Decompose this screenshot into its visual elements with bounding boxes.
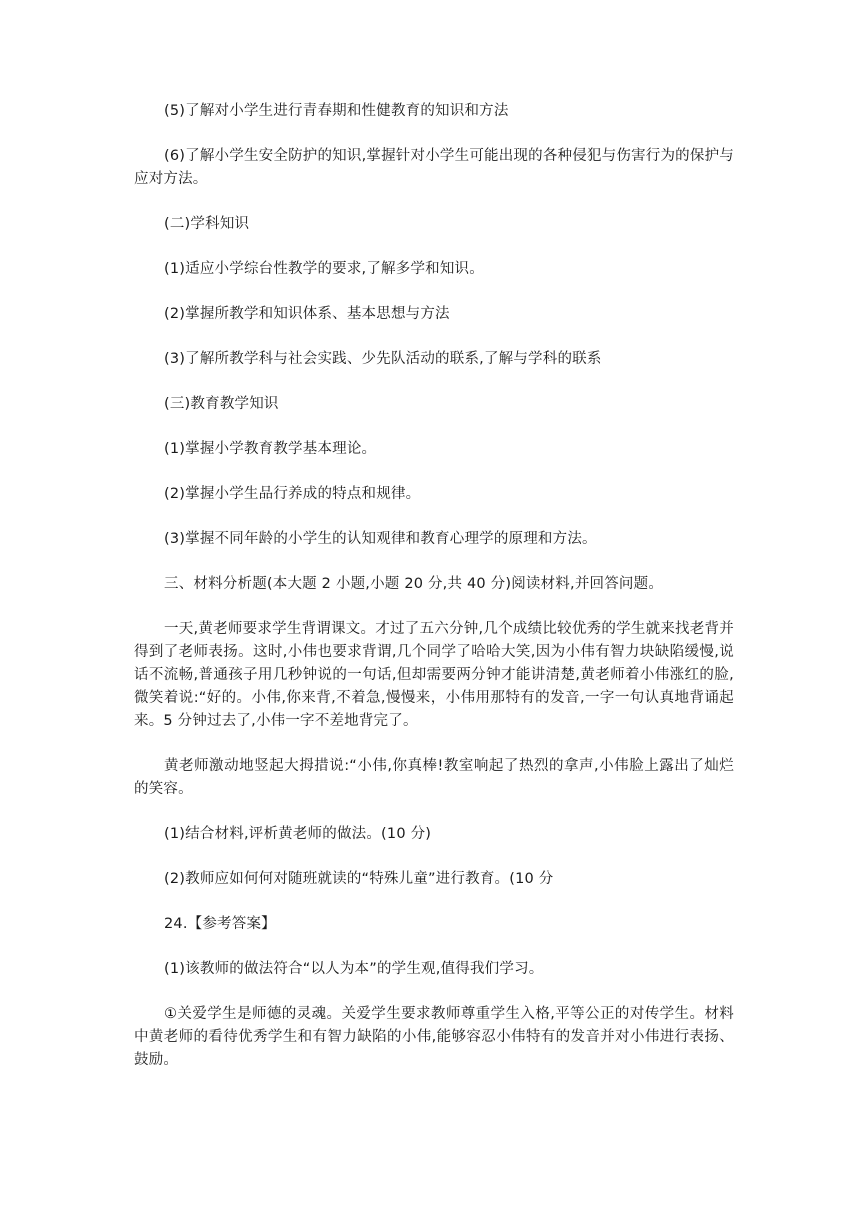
paragraph-teaching-2: (2)掌握小学生品行养成的特点和规律。 [164, 486, 421, 502]
paragraph-subject-2: (2)掌握所教学和知识体系、基本思想与方法 [164, 306, 450, 322]
paragraph-safety-protection: (6)了解小学生安全防护的知识,掌握针对小学生可能出现的各种侵犯与伤害行为的保护与应对方法。 [134, 148, 734, 187]
paragraph-material-praise: 黄老师激动地竖起大拇措说:“小伟,你真棒!教室响起了热烈的拿声,小伟脸上露出了灿烂的笑容。 [134, 758, 734, 797]
question-1: (1)结合材料,评析黄老师的做法。(10 分) [164, 826, 432, 842]
section-heading-teaching-knowledge: (三)教育教学知识 [164, 396, 279, 412]
paragraph-health-education: (5)了解对小学生进行青春期和性健教育的知识和方法 [164, 103, 509, 119]
section-heading-subject-knowledge: (二)学科知识 [164, 216, 250, 232]
answer-1: (1)该教师的做法符合“以人为本”的学生观,值得我们学习。 [164, 961, 544, 977]
paragraph-material-story: 一天,黄老师要求学生背谓课文。才过了五六分钟,几个成绩比较优秀的学生就来找老背并得到了老师表扬。这时,小伟也要求背谓,几个同学了哈哈大笑,因为小伟有智力块缺陷缓慢,说话不流畅,普通孩子用几秒钟说的一句话,但却需要两分钟才能讲清楚,黄老师着小伟涨红的脸,微笑着说:“好的。小伟,你来背,不着急,慢慢来，小伟用那特有的发音,一字一句认真地背诵起来。5 分钟过去了,小伟一字不差地背完了。 [134, 621, 734, 729]
paragraph-subject-1: (1)适应小学综台性教学的要求,了解多学和知识。 [164, 261, 484, 277]
paragraph-teaching-3: (3)掌握不同年龄的小学生的认知观律和教育心理学的原理和方法。 [164, 531, 597, 547]
answer-heading: 24.【参考答案】 [164, 916, 276, 932]
question-2: (2)教师应如何何对随班就读的“特殊儿童”进行教育。(10 分 [164, 871, 554, 887]
paragraph-teaching-1: (1)掌握小学教育教学基本理论。 [164, 441, 377, 457]
section-heading-material-analysis: 三、材料分析题(本大题 2 小题,小题 20 分,共 40 分)阅读材料,并回答问题。 [164, 576, 664, 592]
answer-1-point-1: ①关爱学生是师德的灵魂。关爱学生要求教师尊重学生入格,平等公正的对传学生。材料中黄老师的看待优秀学生和有智力缺陷的小伟,能够容忍小伟特有的发音并对小伟进行表扬、鼓励。 [134, 1006, 734, 1068]
document-body [134, 100, 734, 1072]
paragraph-subject-3: (3)了解所教学科与社会实践、少先队活动的联系,了解与学科的联系 [164, 351, 602, 367]
